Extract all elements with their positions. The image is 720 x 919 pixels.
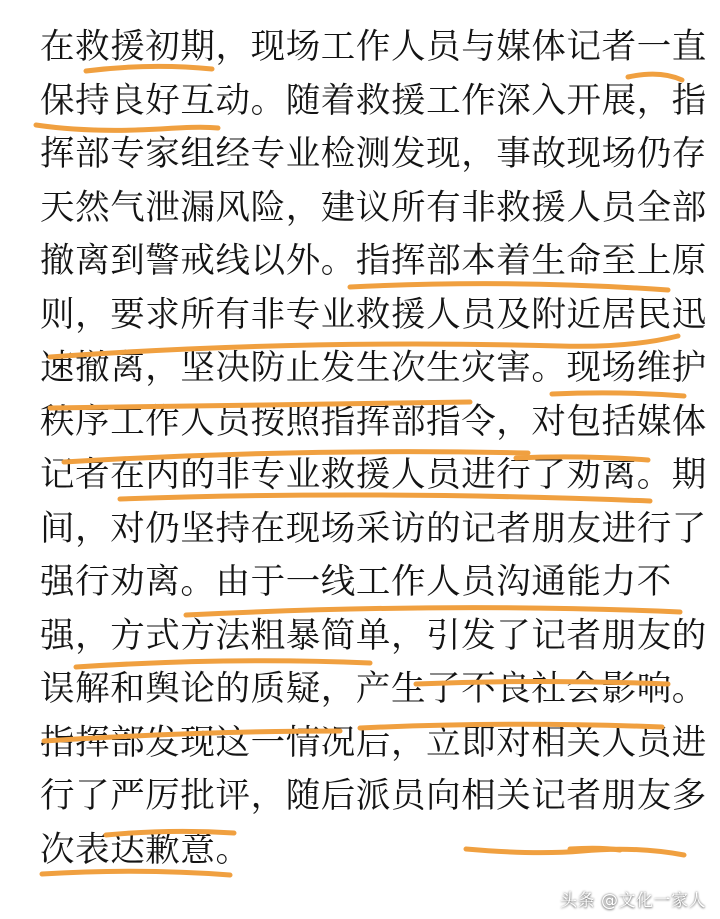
highlight-underline xyxy=(552,393,684,396)
article-line: 强，方式方法粗暴简单，引发了记者朋友的 xyxy=(40,616,707,656)
highlight-underline xyxy=(416,682,668,685)
article-line: 速撤离，坚决防止发生次生灾害。现场维护 xyxy=(40,348,707,388)
highlight-underline xyxy=(106,831,234,835)
highlight-underline xyxy=(50,402,470,408)
highlight-underline xyxy=(76,661,370,667)
highlight-underline xyxy=(186,608,680,615)
article-line: 行了严厉批评，随后派员向相关记者朋友多 xyxy=(40,776,707,816)
highlight-underline xyxy=(50,336,678,357)
article-line: 记者在内的非专业救援人员进行了劝离。期 xyxy=(40,455,707,495)
highlight-underline xyxy=(64,452,528,462)
highlight-underline xyxy=(570,848,620,850)
article-line: 间，对仍坚持在现场采访的记者朋友进行了 xyxy=(40,509,707,549)
article-line: 撤离到警戒线以外。指挥部本着生命至上原 xyxy=(40,241,707,281)
highlight-underline xyxy=(36,125,218,130)
article-line: 则，要求所有非专业救援人员及附近居民迅 xyxy=(40,295,707,335)
highlight-underline xyxy=(120,495,650,501)
highlight-underline xyxy=(42,871,230,875)
highlight-underline xyxy=(628,74,682,80)
article-line: 强行劝离。由于一线工作人员沟通能力不 xyxy=(40,562,672,602)
watermark: 头条 @文化一家人 xyxy=(560,891,706,911)
highlight-underline xyxy=(360,724,662,728)
article-line: 秩序工作人员按照指挥部指令，对包括媒体 xyxy=(40,402,707,442)
article-line: 在救援初期，现场工作人员与媒体记者一直 xyxy=(40,27,707,67)
article-line: 天然气泄漏风险，建议所有非救援人员全部 xyxy=(40,188,707,228)
highlight-underline xyxy=(44,731,340,741)
highlight-underline xyxy=(350,284,668,290)
article-line: 指挥部发现这一情况后，立即对相关人员进 xyxy=(40,723,707,763)
article-line: 挥部专家组经专业检测发现，事故现场仍存 xyxy=(40,134,707,174)
highlight-underline xyxy=(86,66,212,71)
article-line: 保持良好互动。随着救援工作深入开展，指 xyxy=(40,81,707,121)
article-line: 误解和舆论的质疑，产生了不良社会影响。 xyxy=(40,669,707,709)
highlight-underline xyxy=(516,457,648,460)
article-line: 次表达歉意。 xyxy=(40,830,251,870)
